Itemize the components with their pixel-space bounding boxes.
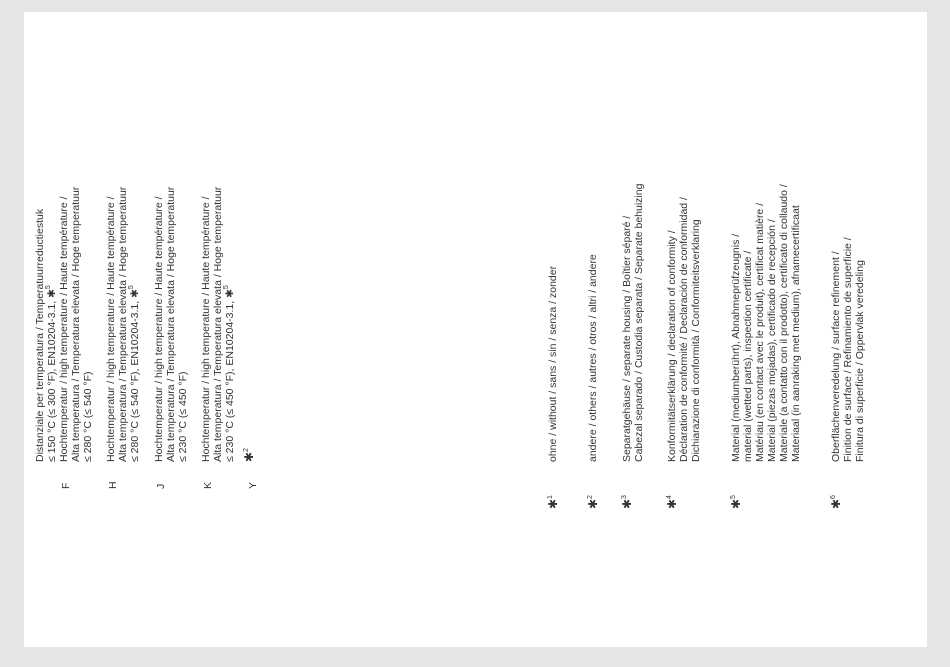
footnote-number: 4 <box>666 495 673 499</box>
intro-line-2 <box>46 285 58 462</box>
footnote-star: ✱ <box>829 498 843 509</box>
footnote-star: ✱ <box>729 498 743 509</box>
footnote-1-marker <box>547 495 560 509</box>
footnote-star: ✱ <box>586 498 600 509</box>
footnote-number: 6 <box>830 495 837 499</box>
intro-text-1: Distanziale per temperatura / Temperatuurreductiestuk <box>34 208 46 462</box>
option-h-line-3 <box>129 285 141 462</box>
option-j-line-3: ≤ 230 °C (≤ 450 °F) <box>177 371 189 462</box>
footnote-5-line-5: Materiale (a contatto con il prodotto), certificato di collaudo / <box>778 184 790 462</box>
option-k-line-2: Alta temperatura / Temperatura elevata / Hoge temperatuur <box>212 186 224 462</box>
footnote-ref: 5 <box>128 285 135 290</box>
option-h-line-2: Alta temperatura / Temperatura elevata / Hoge temperatuur <box>117 186 129 462</box>
footnote-number: 1 <box>547 495 554 499</box>
footnote-3-line-2: Cabezal separado / Custodia separata / Separate behuizing <box>633 183 645 462</box>
option-h-line-1: Hochtemperatur / high temperature / Haute température / <box>105 196 117 462</box>
footnote-3-marker <box>621 495 634 509</box>
footnote-5-marker <box>730 495 743 509</box>
rotated-content <box>24 12 927 647</box>
footnote-4-line-3: Dichiarazione di conformità / Conformiteitsverklaring <box>690 219 702 462</box>
option-j-line-1: Hochtemperatur / high temperature / Haute température / <box>153 196 165 462</box>
footnote-4-line-1: Konformitätserklärung / declaration of conformity / <box>666 230 678 462</box>
footnote-ref: 2 <box>243 448 250 452</box>
footnote-5-line-2: material (wetted parts), inspection certificate / <box>742 250 754 462</box>
document-page <box>24 12 927 647</box>
footnote-2-line-1: andere / others / autres / otros / altri / andere <box>587 254 599 462</box>
footnote-star: ✱ <box>665 498 679 509</box>
option-f-line-2: Alta temperatura / Temperatura elevata / Hoge temperatuur <box>70 186 82 462</box>
footnote-6-line-2: Finition de surface / Refinamiento de superficie / <box>842 237 854 462</box>
footnote-6-line-3: Finitura di superficie / Oppervlak veredeling <box>854 260 866 462</box>
footnote-number: 3 <box>621 495 628 499</box>
option-k-line-1: Hochtemperatur / high temperature / Haute température / <box>200 196 212 462</box>
option-f-line-1: Hochtemperatur / high temperature / Haute température / <box>58 196 70 462</box>
option-f-line-3: ≤ 280 °C (≤ 540 °F) <box>82 371 94 462</box>
footnote-star: ✱ <box>546 498 560 509</box>
footnote-6-marker <box>830 495 843 509</box>
footnote-5-line-3: Matériau (en contact avec le produit), certificat matière / <box>754 202 766 462</box>
footnote-1-line-1: ohne / without / sans / sin / senza / zonder <box>547 265 559 462</box>
option-h-line-3-text: ≤ 280 °C (≤ 540 °F), EN10204-3.1, ✱ <box>129 289 141 462</box>
option-code-f: F <box>60 482 72 489</box>
intro-text-2: ≤ 150 °C (≤ 300 °F), EN10204-3.1, ✱ <box>46 289 58 462</box>
footnote-4-marker <box>666 495 679 509</box>
option-k-line-3-text: ≤ 230 °C (≤ 450 °F), EN10204-3.1, ✱ <box>224 289 236 462</box>
option-code-y: Y <box>247 481 259 489</box>
footnote-5-line-4: Material (piezas mojadas), certificado de recepción / <box>766 219 778 462</box>
option-code-h: H <box>107 481 119 489</box>
option-y-line-1 <box>243 448 256 462</box>
footnote-ref: 5 <box>223 285 230 290</box>
option-code-j: J <box>155 483 167 489</box>
footnote-3-line-1: Separatgehäuse / separate housing / Boîtier séparé / <box>621 215 633 462</box>
option-j-line-2: Alta temperatura / Temperatura elevata / Hoge temperatuur <box>165 186 177 462</box>
footnote-number: 5 <box>730 495 737 499</box>
footnote-6-line-1: Oberflächenveredelung / surface refinement / <box>830 251 842 462</box>
footnote-5-line-6: Materiaal (in aanraking met medium), afnamecertificaat <box>790 205 802 462</box>
option-k-line-3 <box>224 285 236 462</box>
footnote-star: ✱ <box>620 498 634 509</box>
intro-line-1 <box>34 209 46 462</box>
option-code-k: K <box>202 481 214 489</box>
footnote-star: ✱ <box>242 451 256 462</box>
footnote-2-marker <box>587 495 600 509</box>
footnote-5-line-1: Material (mediumberührt), Abnahmeprüfzeugnis / <box>730 233 742 462</box>
footnote-number: 2 <box>587 495 594 499</box>
footnote-4-line-2: Déclaration de conformité / Declaración de conformidad / <box>678 197 690 462</box>
footnote-ref: 5 <box>45 285 52 290</box>
